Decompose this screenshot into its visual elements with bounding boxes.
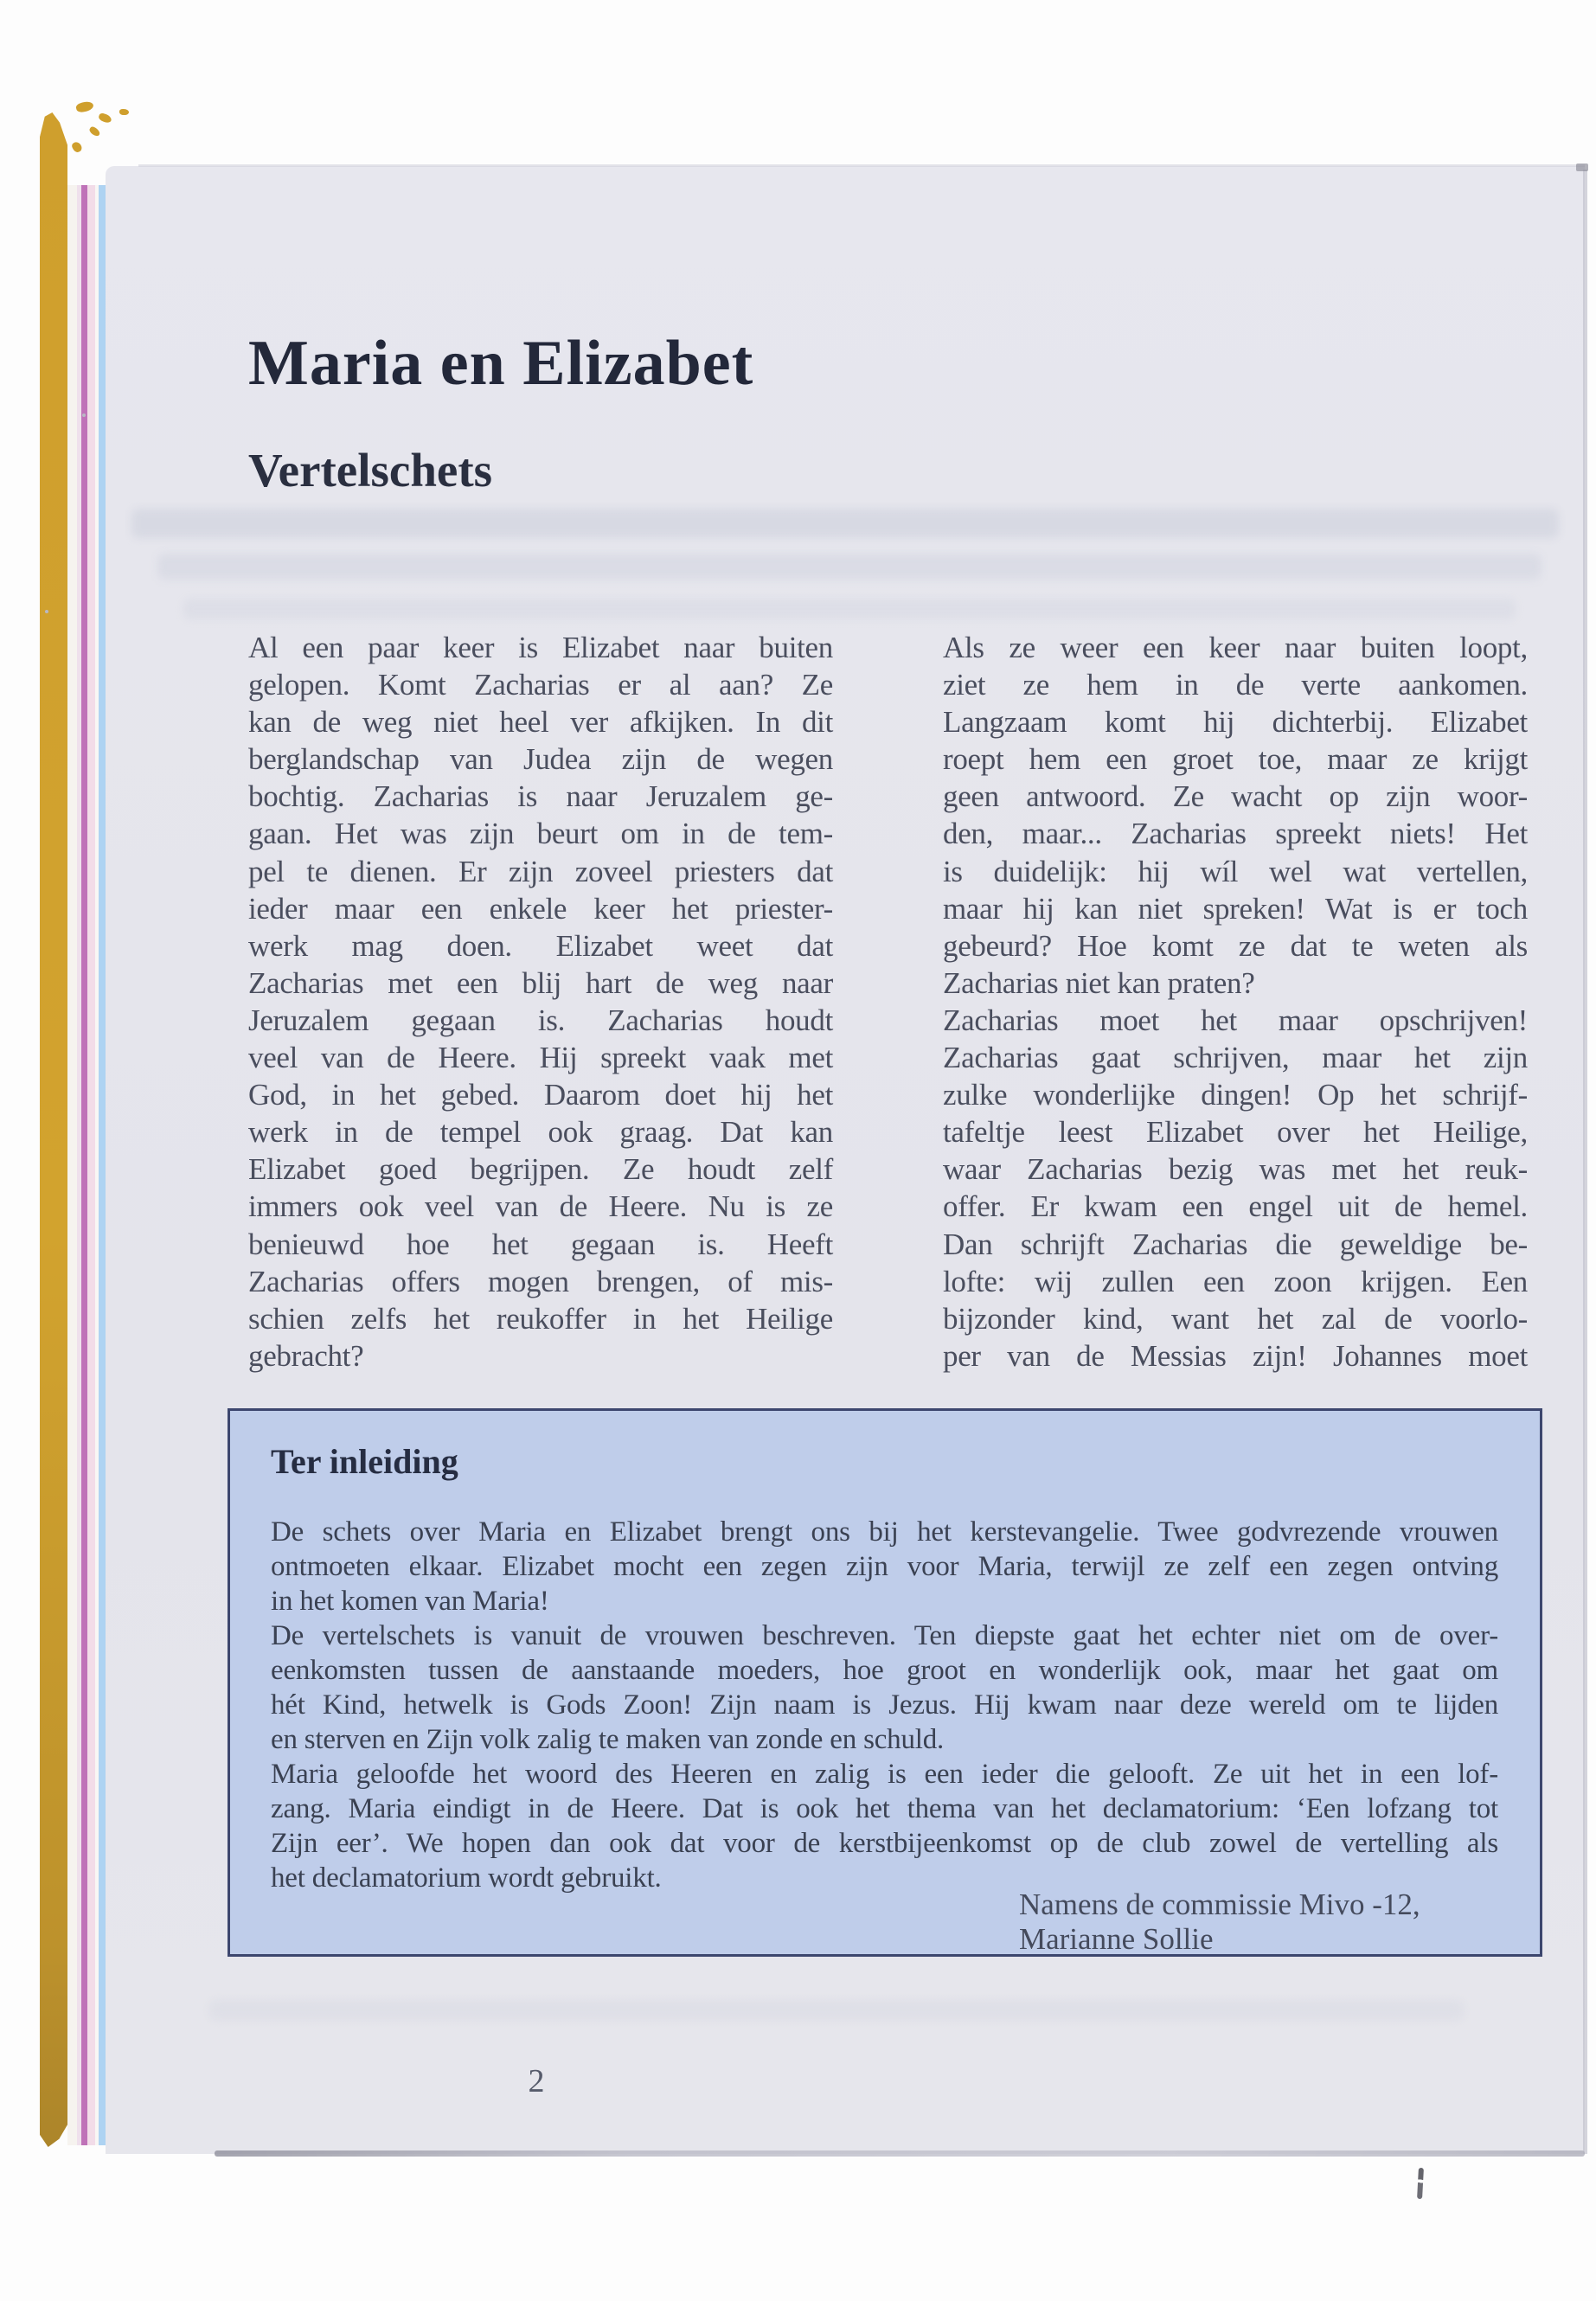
text-line: berglandschap van Judea zijn de wegen [248,742,833,777]
spine-speckle [119,109,129,115]
text-line: den, maar... Zacharias spreekt niets! Het [943,817,1528,851]
scan-artifact-mark [1417,2168,1424,2199]
print-bleed-ghost [157,554,1542,580]
article-right-column [943,629,1528,1375]
text-line: in het komen van Maria! [271,1586,549,1617]
text-line: het declamatorium wordt gebruikt. [271,1862,662,1894]
text-line: Zacharias niet kan praten? [943,965,1255,1000]
page-top-shadow [138,164,1585,167]
intro-box-text [271,1515,1498,1895]
text-line: Langzaam komt hij dichterbij. Elizabet [943,705,1528,740]
text-line: veel van de Heere. Hij spreekt vaak met [248,1041,833,1075]
text-line: werk mag doen. Elizabet weet dat [248,928,833,963]
page-number: 2 [528,2063,545,2099]
text-line: gelopen. Komt Zacharias er al aan? Ze [248,668,833,702]
text-line: roept hem een groet toe, maar ze krijgt [943,742,1528,777]
text-line: maar hij kan niet spreken! Wat is er toch [943,891,1528,926]
page-edge-stripe [67,185,77,2145]
text-line: hét Kind, hetwelk is Gods Zoon! Zijn naam is Jezus. Hij kwam naar deze wereld om te lijden [271,1689,1498,1721]
print-bleed-ghost [183,599,1516,619]
text-line: tafeltje leest Elizabet over het Heilige, [943,1115,1528,1150]
text-line: werk in de tempel ook graag. Dat kan [248,1115,833,1150]
text-line: Maria geloofde het woord des Heeren en zalig is een ieder die gelooft. Ze uit het in een lof- [271,1759,1498,1790]
dust-speck [82,413,86,417]
text-line: Zacharias offers mogen brengen, of mis- [248,1264,833,1298]
text-line: bijzonder kind, want het zal de voorlo- [943,1301,1528,1336]
text-line: immers ook veel van de Heere. Nu is ze [248,1189,833,1224]
text-line: kan de weg niet heel ver afkijken. In dit [248,705,833,740]
signature-block [1019,1888,1420,1957]
page [106,166,1585,2154]
page-edge-stripe-magenta [81,185,87,2145]
text-line: geen antwoord. Ze wacht op zijn woor- [943,779,1528,814]
text-line: offer. Er kwam een engel uit de hemel. [943,1189,1528,1224]
spine-speckle [88,125,101,138]
text-line: is duidelijk: hij wíl wel wat vertellen, [943,854,1528,888]
text-line: zang. Maria eindigt in de Heere. Dat is ook het thema van het declamatorium: ‘Een lofzang tot [271,1793,1498,1824]
page-edge-stripe-pink [87,185,95,2145]
text-line: zulke wonderlijke dingen! Op het schrijf- [943,1078,1528,1112]
text-line: en sterven en Zijn volk zalig te maken van zonde en schuld. [271,1724,945,1755]
text-line: ieder maar een enkele keer het priester- [248,891,833,926]
text-line: benieuwd hoe het gegaan is. Heeft [248,1227,833,1261]
text-line: lofte: wij zullen een zoon krijgen. Een [943,1264,1528,1298]
page-right-shadow [1583,170,1587,2154]
page-bottom-shadow [215,2150,1585,2157]
signature-line: Marianne Sollie [1019,1922,1214,1956]
text-line: ziet ze hem in de verte aankomen. [943,668,1528,702]
text-line: De vertelschets is vanuit de vrouwen beschreven. Ten diepste gaat het echter niet om de over- [271,1620,1498,1651]
text-line: Zacharias gaat schrijven, maar het zijn [943,1041,1528,1075]
book-spine-strip [40,112,67,2147]
text-line: pel te dienen. Er zijn zoveel priesters dat [248,854,833,888]
text-line: eenkomsten tussen de aanstaande moeders, hoe groot en wonderlijk ook, maar het gaat om [271,1655,1498,1686]
text-line: schien zelfs het reukoffer in het Heilige [248,1301,833,1336]
text-line: per van de Messias zijn! Johannes moet [943,1338,1528,1373]
text-line: bochtig. Zacharias is naar Jeruzalem ge- [248,779,833,814]
text-line: Elizabet goed begrijpen. Ze houdt zelf [248,1152,833,1187]
spine-speckle [98,112,112,125]
corner-shadow-notch [1576,163,1588,171]
text-line: Dan schrijft Zacharias die geweldige be- [943,1227,1528,1261]
text-line: waar Zacharias bezig was met het reuk- [943,1152,1528,1187]
text-line: De schets over Maria en Elizabet brengt ons bij het kerstevangelie. Twee godvrezende vrouwen [271,1516,1498,1548]
print-bleed-ghost [209,2000,1464,2021]
spine-speckle [75,100,94,114]
spine-speckle [71,140,84,153]
text-line: God, in het gebed. Daarom doet hij het [248,1078,833,1112]
print-bleed-ghost [131,509,1559,538]
intro-box-heading: Ter inleiding [271,1442,458,1481]
signature-line: Namens de commissie Mivo -12, [1019,1888,1420,1921]
text-line: Al een paar keer is Elizabet naar buiten [248,631,833,664]
page-subtitle: Vertelschets [248,444,493,497]
intro-box [228,1408,1542,1957]
page-title: Maria en Elizabet [248,328,754,399]
text-line: Zacharias met een blij hart de weg naar [248,965,833,1000]
text-line: Jeruzalem gegaan is. Zacharias houdt [248,1003,833,1037]
text-line: gebracht? [248,1338,364,1373]
text-line: Als ze weer een keer naar buiten loopt, [943,631,1528,664]
text-line: Zacharias moet het maar opschrijven! [943,1003,1528,1037]
text-line: ontmoeten elkaar. Elizabet mocht een zegen zijn voor Maria, terwijl ze zelf een zegen ontving [271,1551,1498,1582]
text-line: gebeurd? Hoe komt ze dat te weten als [943,928,1528,963]
dust-speck [45,610,48,613]
article-left-column [248,629,833,1375]
text-line: Zijn eer’. We hopen dan ook dat voor de kerstbijeenkomst op de club zowel de vertelling als [271,1828,1498,1859]
text-line: gaan. Het was zijn beurt om in de tem- [248,817,833,851]
